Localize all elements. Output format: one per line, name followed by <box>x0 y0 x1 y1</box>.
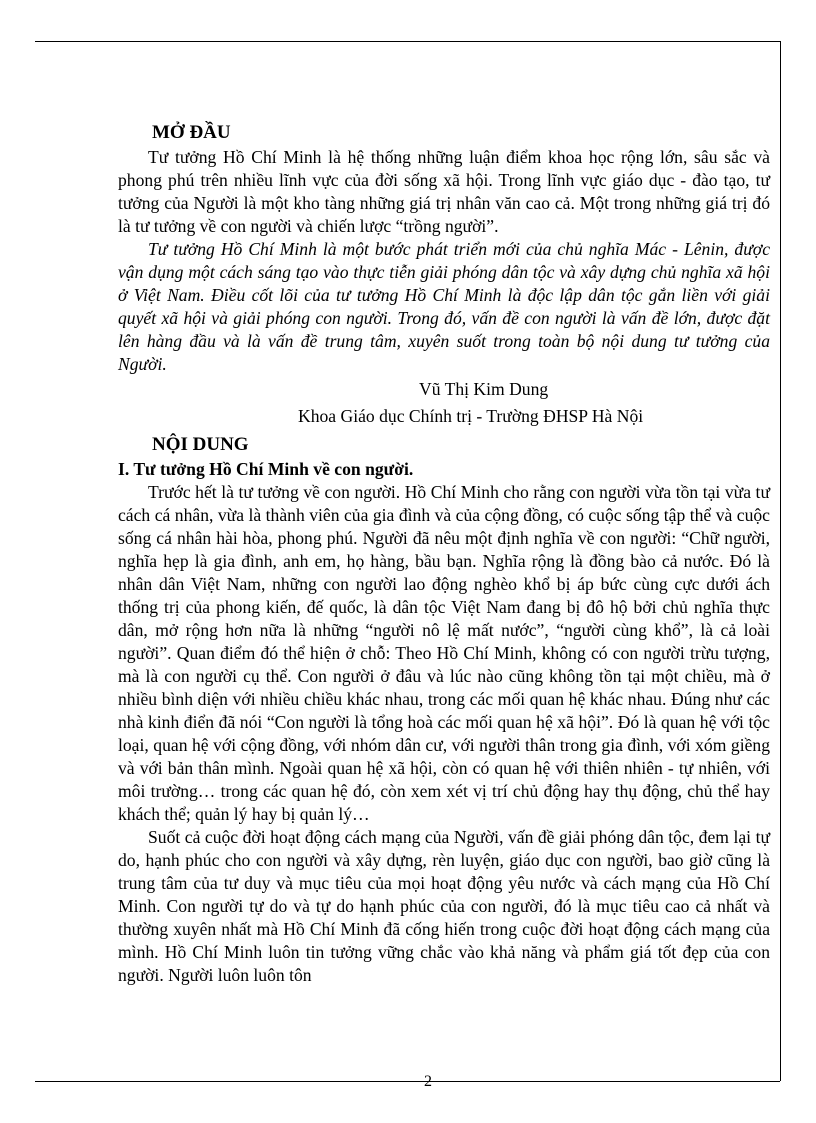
intro-paragraph: Tư tưởng Hồ Chí Minh là hệ thống những luận điểm khoa học rộng lớn, sâu sắc và phong phú trên nhiều lĩnh vực của đời sống xã hội. Trong lĩnh vực giáo dục - đào tạo, tư tưởng của Người là một kho tàng những giá trị nhân văn cao cả. Một trong những giá trị đó là tư tưởng về con người và chiến lược “trồng người”. <box>118 147 770 236</box>
heading-content: NỘI DUNG <box>152 434 249 455</box>
section-title: I. Tư tưởng Hồ Chí Minh về con người. <box>118 459 414 479</box>
page-number: 2 <box>424 1073 432 1090</box>
italic-paragraph: Tư tưởng Hồ Chí Minh là một bước phát triển mới của chủ nghĩa Mác - Lênin, được vận dụng một cách sáng tạo vào thực tiễn giải phóng dân tộc và xây dựng chủ nghĩa xã hội ở Việt Nam. Điều cốt lõi của tư tưởng Hồ Chí Minh là độc lập dân tộc gắn liền với giải quyết xã hội và giải phóng con người. Trong đó, vấn đề con người là vấn đề lớn, được đặt lên hàng đầu và là vấn đề trung tâm, xuyên suốt trong toàn bộ nội dung tư tưởng của Người. <box>118 239 770 374</box>
author-name: Vũ Thị Kim Dung <box>419 379 549 399</box>
heading-intro: MỞ ĐẦU <box>152 122 231 143</box>
paragraph-2: Suốt cả cuộc đời hoạt động cách mạng của Người, vấn đề giải phóng dân tộc, đem lại tự do, hạnh phúc cho con người và xây dựng, rèn luyện, giáo dục con người, bao giờ cũng là trung tâm của tư duy và mục tiêu của mọi hoạt động yêu nước và cách mạng của Hồ Chí Minh. Con người tự do và tự do hạnh phúc của con người, đó là mục tiêu cao cả nhất và thường xuyên nhất mà Hồ Chí Minh đã cống hiến trong cuộc đời hoạt động cách mạng của mình. Hồ Chí Minh luôn tin tưởng vững chắc vào khả năng và phẩm giá tốt đẹp của con người. Người luôn luôn tôn <box>118 827 770 985</box>
document-body <box>118 120 770 987</box>
paragraph-1: Trước hết là tư tưởng về con người. Hồ Chí Minh cho rằng con người vừa tồn tại vừa tư cách cá nhân, vừa là thành viên của gia đình và của cộng đồng, có cuộc sống tập thể và cuộc sống cá nhân hài hòa, phong phú. Người đã nêu một định nghĩa về con người: “Chữ người, nghĩa hẹp là gia đình, anh em, họ hàng, bầu bạn. Nghĩa rộng là đồng bào cả nước. Đó là nhân dân Việt Nam, những con người lao động nghèo khổ bị áp bức cùng cực dưới ách thống trị của phong kiến, đế quốc, là dân tộc Việt Nam đang bị đô hộ bởi chủ nghĩa thực dân, mở rộng hơn nữa là những “người nô lệ mất nước”, “người cùng khổ”, là cả loài người”. Quan điểm đó thể hiện ở chỗ: Theo Hồ Chí Minh, không có con người trừu tượng, mà là con người cụ thể. Con người ở đâu và lúc nào cũng không tồn tại một chiều, mà ở nhiều bình diện với nhiều chiều khác nhau, trong các mối quan hệ khác nhau. Đúng như các nhà kinh điển đã nói “Con người là tổng hoà các mối quan hệ xã hội”. Đó là quan hệ với tộc loại, quan hệ với cộng đồng, với nhóm dân cư, với người thân trong gia đình, với xóm giềng và với bản thân mình. Ngoài quan hệ xã hội, còn có quan hệ với thiên nhiên - tự nhiên, với môi trường… trong các quan hệ đó, còn xem xét vị trí chủ động hay thụ động, chủ thể hay khách thể; quản lý hay bị quản lý… <box>118 482 770 824</box>
frame-top-line <box>35 41 780 42</box>
author-affiliation: Khoa Giáo dục Chính trị - Trường ĐHSP Hà Nội <box>298 406 644 426</box>
frame-right-line <box>780 41 781 1081</box>
